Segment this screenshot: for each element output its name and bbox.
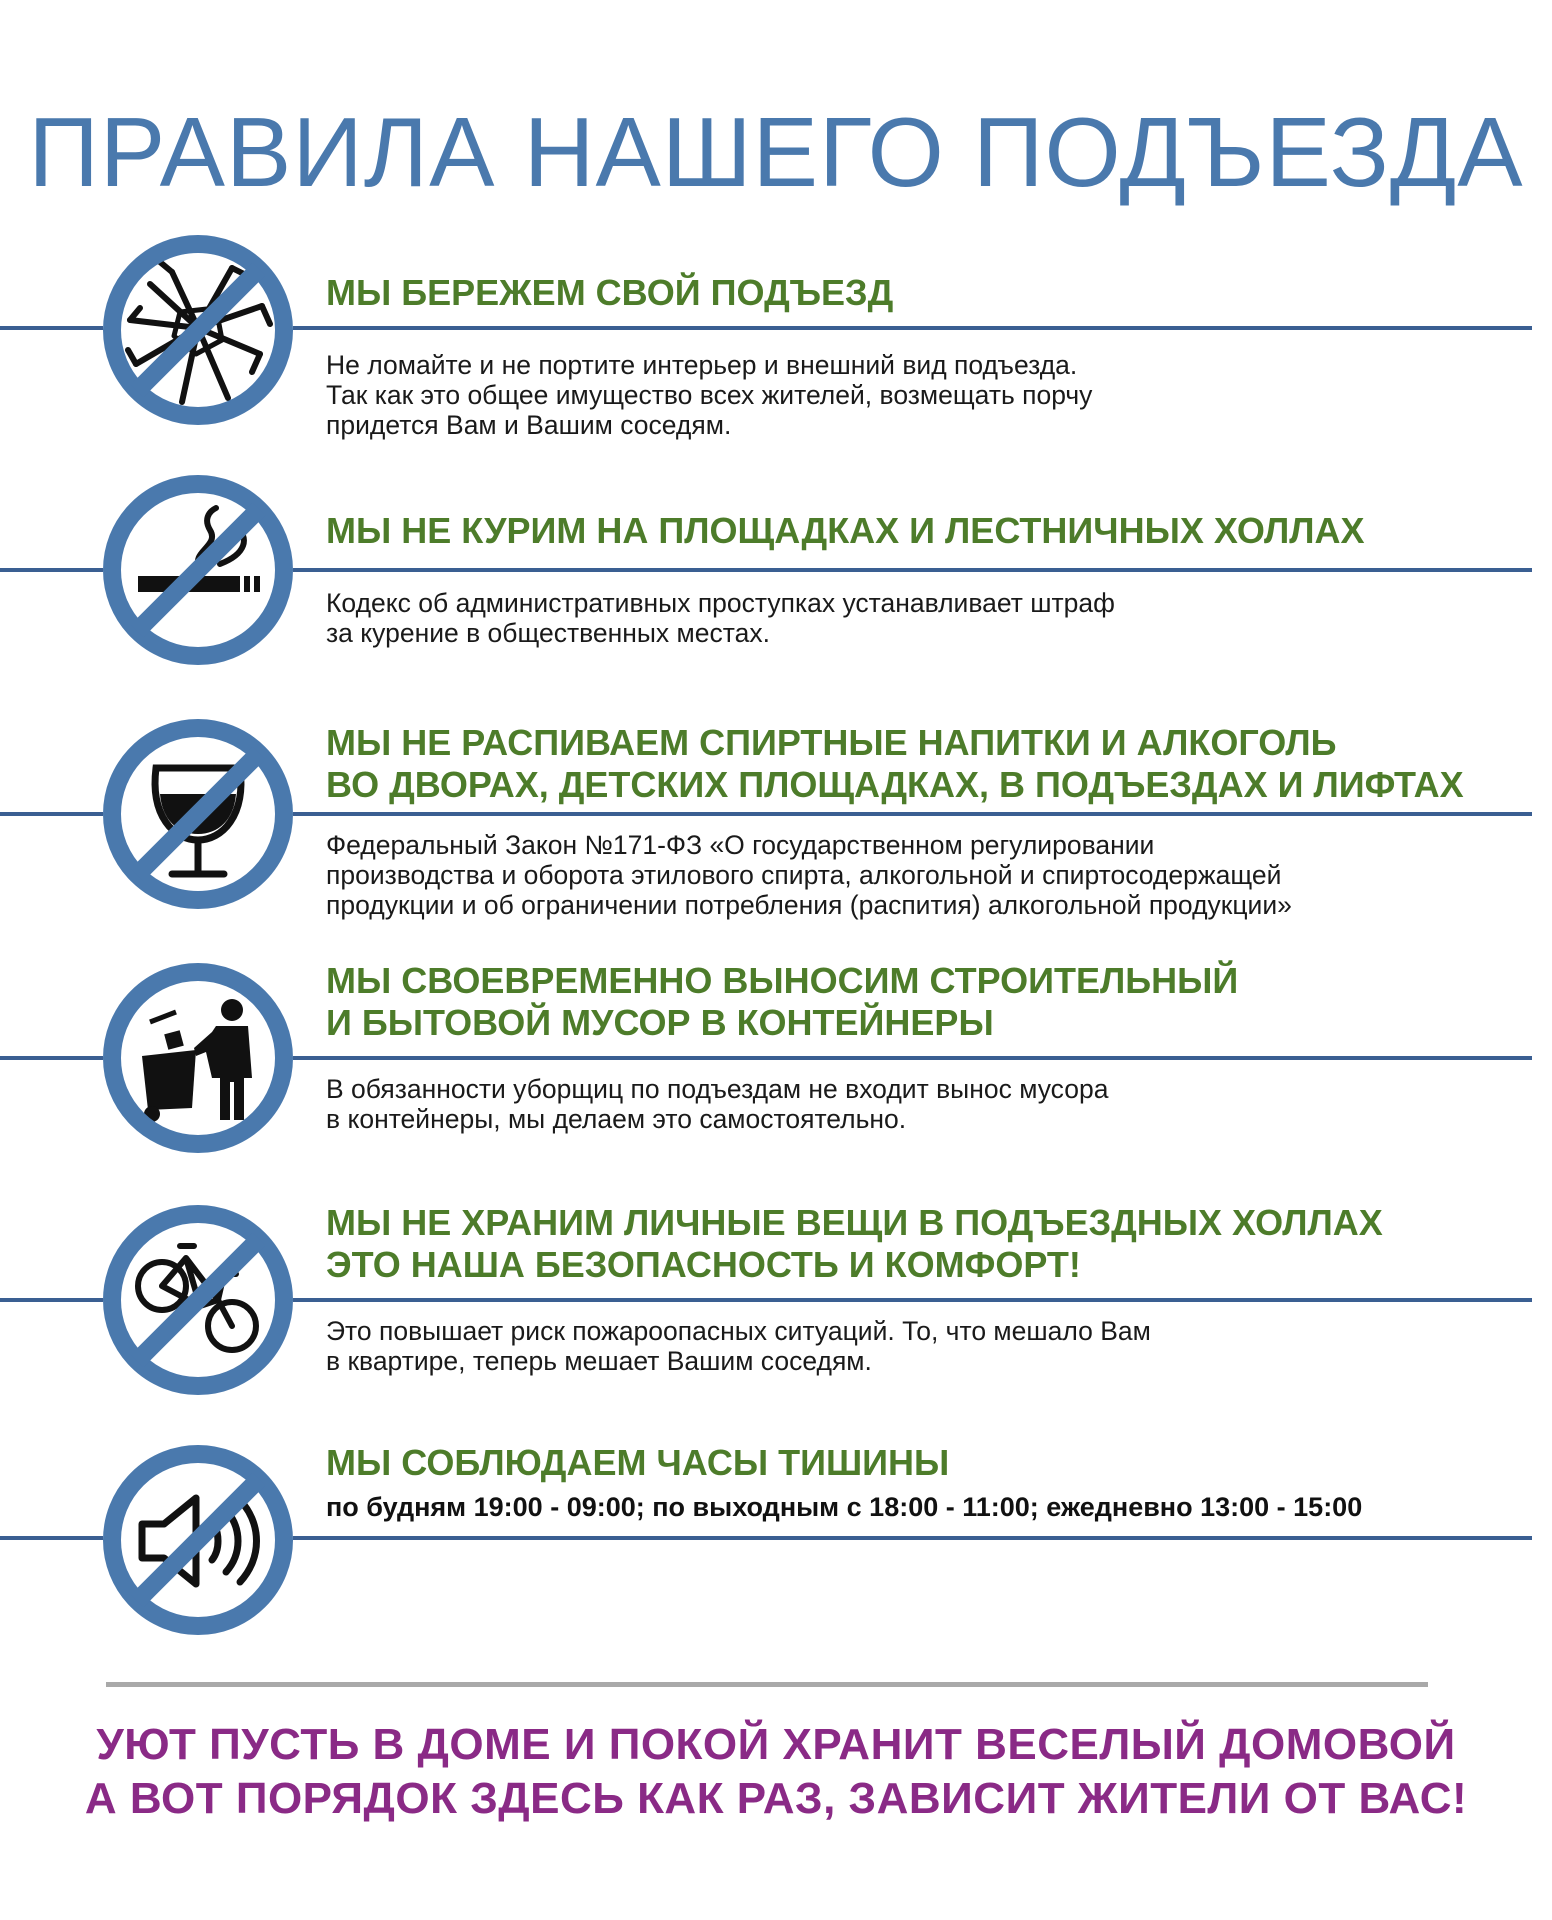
trash-disposal-icon xyxy=(100,960,296,1156)
rule-description: В обязанности уборщиц по подъездам не входит вынос мусора в контейнеры, мы делаем это самостоятельно. xyxy=(326,1074,1109,1134)
bicycle-icon xyxy=(100,1202,296,1398)
rule-description: Кодекс об административных проступках устанавливает штраф за курение в общественных местах. xyxy=(326,588,1115,648)
rule-description: Федеральный Закон №171-ФЗ «О государственном регулировании производства и оборота этилового спирта, алкогольной и спиртосодержащей продукции и об ограничении потребления (распития) алкогольной продукции» xyxy=(326,830,1292,920)
rule-heading: МЫ НЕ КУРИМ НА ПЛОЩАДКАХ И ЛЕСТНИЧНЫХ ХОЛЛАХ xyxy=(326,510,1365,551)
speaker-icon xyxy=(100,1442,296,1638)
wine-glass-icon xyxy=(100,716,296,912)
footer-slogan: УЮТ ПУСТЬ В ДОМЕ И ПОКОЙ ХРАНИТ ВЕСЕЛЫЙ ДОМОВОЙ А ВОТ ПОРЯДОК ЗДЕСЬ КАК РАЗ, ЗАВИСИТ ЖИТЕЛИ ОТ ВАС! xyxy=(84,1720,1468,1823)
quiet-hours-schedule: по будням 19:00 - 09:00; по выходным с 18:00 - 11:00; ежедневно 13:00 - 15:00 xyxy=(326,1492,1363,1522)
rule-heading: МЫ СОБЛЮДАЕМ ЧАСЫ ТИШИНЫ xyxy=(326,1442,950,1483)
rule-no-smoking xyxy=(0,472,1552,672)
rule-description: Не ломайте и не портите интерьер и внешний вид подъезда. Так как это общее имущество всех жителей, возмещать порчу придется Вам и Вашим соседям. xyxy=(326,350,1093,440)
rule-trash-disposal xyxy=(0,960,1552,1160)
rule-protect-entrance xyxy=(0,232,1552,440)
rule-description: Это повышает риск пожароопасных ситуаций. То, что мешало Вам в квартире, теперь мешает Вашим соседям. xyxy=(326,1316,1151,1376)
rule-no-storage xyxy=(0,1202,1552,1402)
rule-quiet-hours xyxy=(0,1442,1552,1642)
footer-divider xyxy=(106,1682,1428,1687)
no-smoking-icon xyxy=(100,472,296,668)
rule-no-alcohol xyxy=(0,716,1552,936)
rule-heading: МЫ НЕ РАСПИВАЕМ СПИРТНЫЕ НАПИТКИ И АЛКОГОЛЬ ВО ДВОРАХ, ДЕТСКИХ ПЛОЩАДКАХ, В ПОДЪЕЗДАХ И ЛИФТАХ xyxy=(326,722,1464,805)
broken-glass-icon xyxy=(100,232,296,428)
rule-heading: МЫ БЕРЕЖЕМ СВОЙ ПОДЪЕЗД xyxy=(326,272,894,313)
rule-heading: МЫ НЕ ХРАНИМ ЛИЧНЫЕ ВЕЩИ В ПОДЪЕЗДНЫХ ХОЛЛАХ ЭТО НАША БЕЗОПАСНОСТЬ И КОМФОРТ! xyxy=(326,1202,1383,1285)
rule-heading: МЫ СВОЕВРЕМЕННО ВЫНОСИМ СТРОИТЕЛЬНЫЙ И БЫТОВОЙ МУСОР В КОНТЕЙНЕРЫ xyxy=(326,960,1239,1043)
page-title: ПРАВИЛА НАШЕГО ПОДЪЕЗДА xyxy=(28,97,1524,207)
